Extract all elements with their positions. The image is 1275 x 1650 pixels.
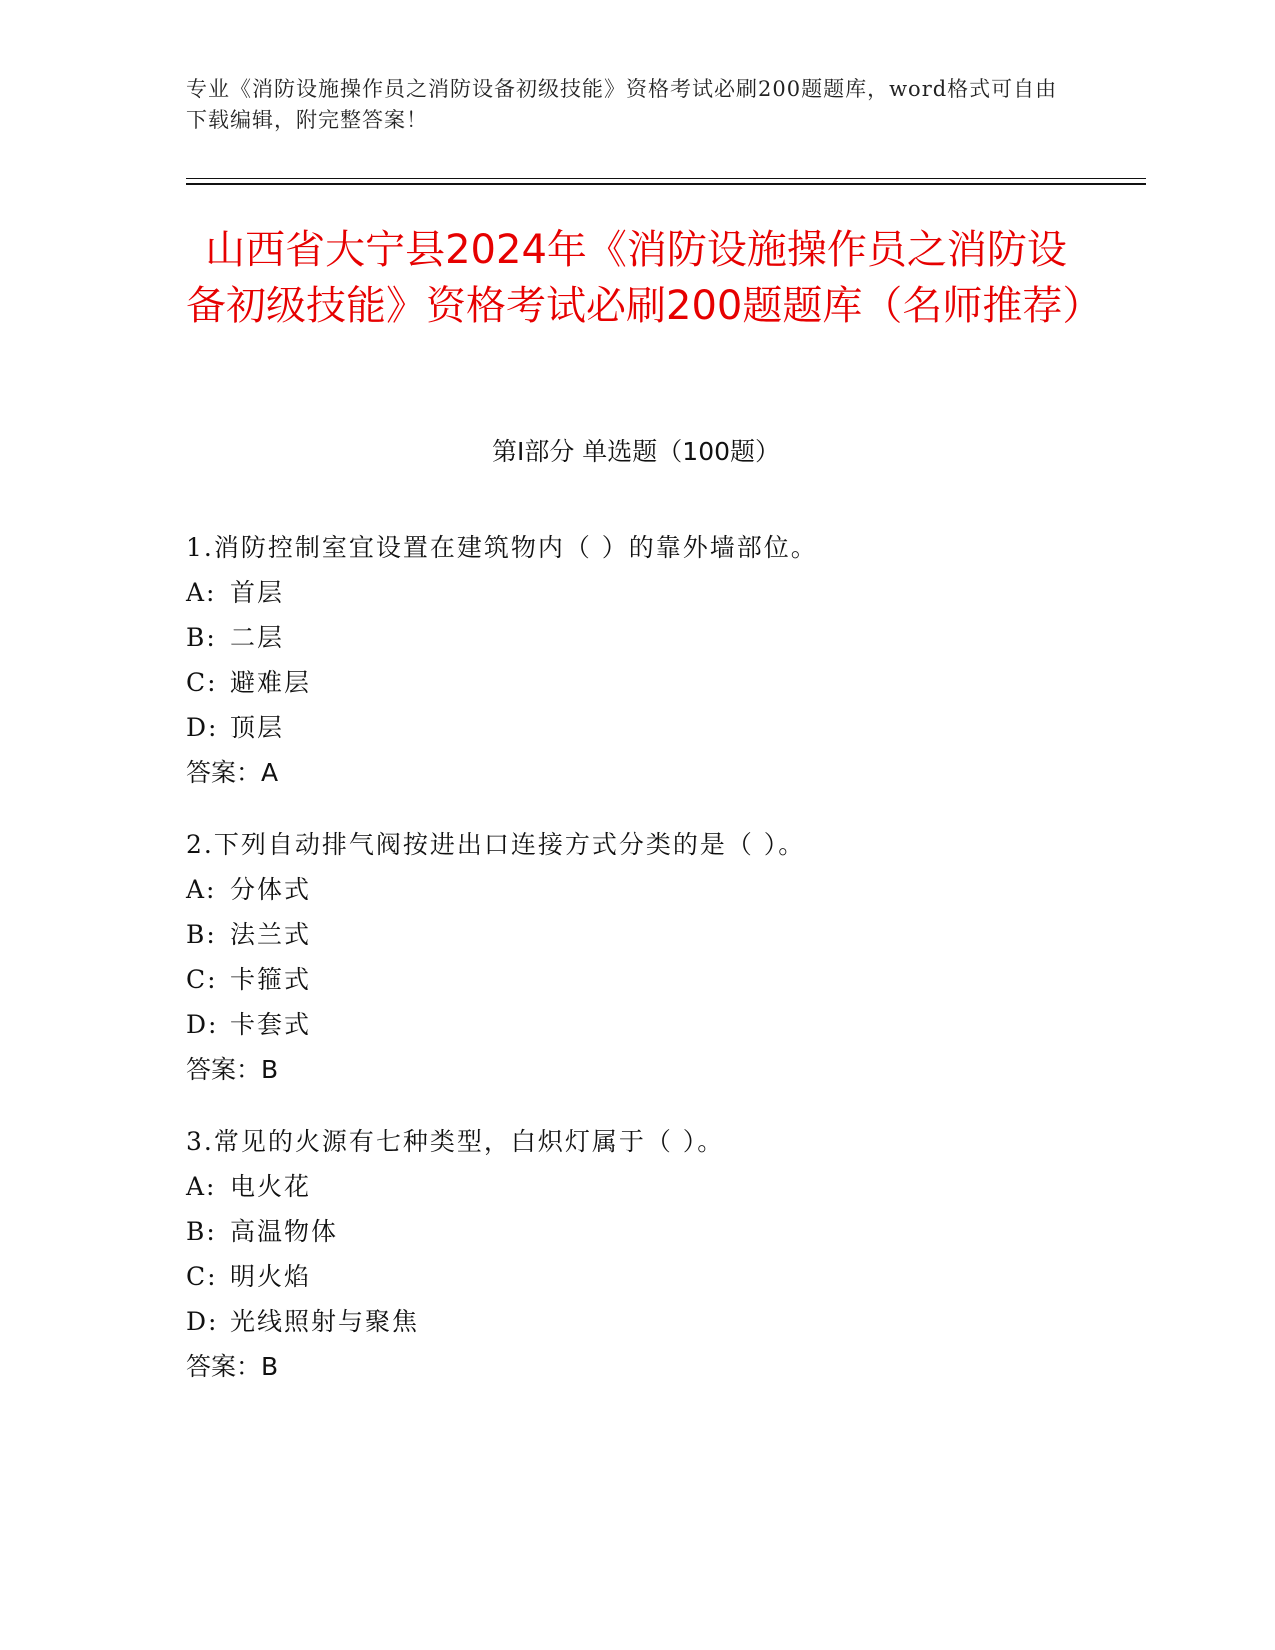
header-note: 专业《消防设施操作员之消防设备初级技能》资格考试必刷200题题库，word格式可自由下载编辑，附完整答案！ <box>186 77 1058 132</box>
option-letter: B: <box>186 1217 217 1246</box>
option-text: 法兰式 <box>230 920 312 949</box>
question-3 <box>186 1119 1146 1389</box>
option-d <box>186 1299 1146 1344</box>
option-letter: C: <box>186 1262 218 1291</box>
option-text: 高温物体 <box>230 1217 339 1246</box>
option-letter: C: <box>186 668 218 697</box>
option-text: 光线照射与聚焦 <box>230 1307 420 1336</box>
option-text: 首层 <box>230 578 285 607</box>
option-a <box>186 570 1146 615</box>
option-c <box>186 957 1146 1002</box>
option-d <box>186 1002 1146 1047</box>
option-c <box>186 1254 1146 1299</box>
question-2 <box>186 822 1146 1092</box>
answer-line: 答案：B <box>186 1055 279 1084</box>
option-b <box>186 1209 1146 1254</box>
option-letter: C: <box>186 965 218 994</box>
question-stem: 1.消防控制室宜设置在建筑物内（ ）的靠外墙部位。 <box>186 533 818 562</box>
question-stem: 3.常见的火源有七种类型，白炽灯属于（ ）。 <box>186 1127 725 1156</box>
option-b <box>186 912 1146 957</box>
option-letter: A: <box>186 875 217 904</box>
option-text: 二层 <box>230 623 285 652</box>
option-text: 卡套式 <box>230 1010 312 1039</box>
option-a <box>186 1164 1146 1209</box>
option-a <box>186 867 1146 912</box>
option-b <box>186 615 1146 660</box>
question-stem: 2.下列自动排气阀按进出口连接方式分类的是（ ）。 <box>186 830 806 859</box>
option-letter: D: <box>186 1307 219 1336</box>
option-text: 电火花 <box>230 1172 312 1201</box>
option-text: 明火焰 <box>230 1262 312 1291</box>
option-letter: B: <box>186 623 217 652</box>
option-text: 卡箍式 <box>230 965 312 994</box>
option-text: 分体式 <box>230 875 312 904</box>
header-divider-thin <box>186 178 1146 179</box>
option-letter: A: <box>186 1172 217 1201</box>
option-text: 避难层 <box>230 668 312 697</box>
document-title: 山西省大宁县2024年《消防设施操作员之消防设备初级技能》资格考试必刷200题题库（名师推荐） <box>186 227 1103 329</box>
header-divider-thick <box>186 183 1146 185</box>
option-letter: A: <box>186 578 217 607</box>
option-letter: B: <box>186 920 217 949</box>
answer-line: 答案：B <box>186 1352 279 1381</box>
question-1 <box>186 525 1146 795</box>
option-c <box>186 660 1146 705</box>
option-d <box>186 705 1146 750</box>
question-list <box>186 525 1146 1416</box>
option-text: 顶层 <box>230 713 285 742</box>
answer-line: 答案：A <box>186 758 279 787</box>
option-letter: D: <box>186 1010 219 1039</box>
section-heading: 第I部分 单选题（100题） <box>491 437 781 466</box>
option-letter: D: <box>186 713 219 742</box>
